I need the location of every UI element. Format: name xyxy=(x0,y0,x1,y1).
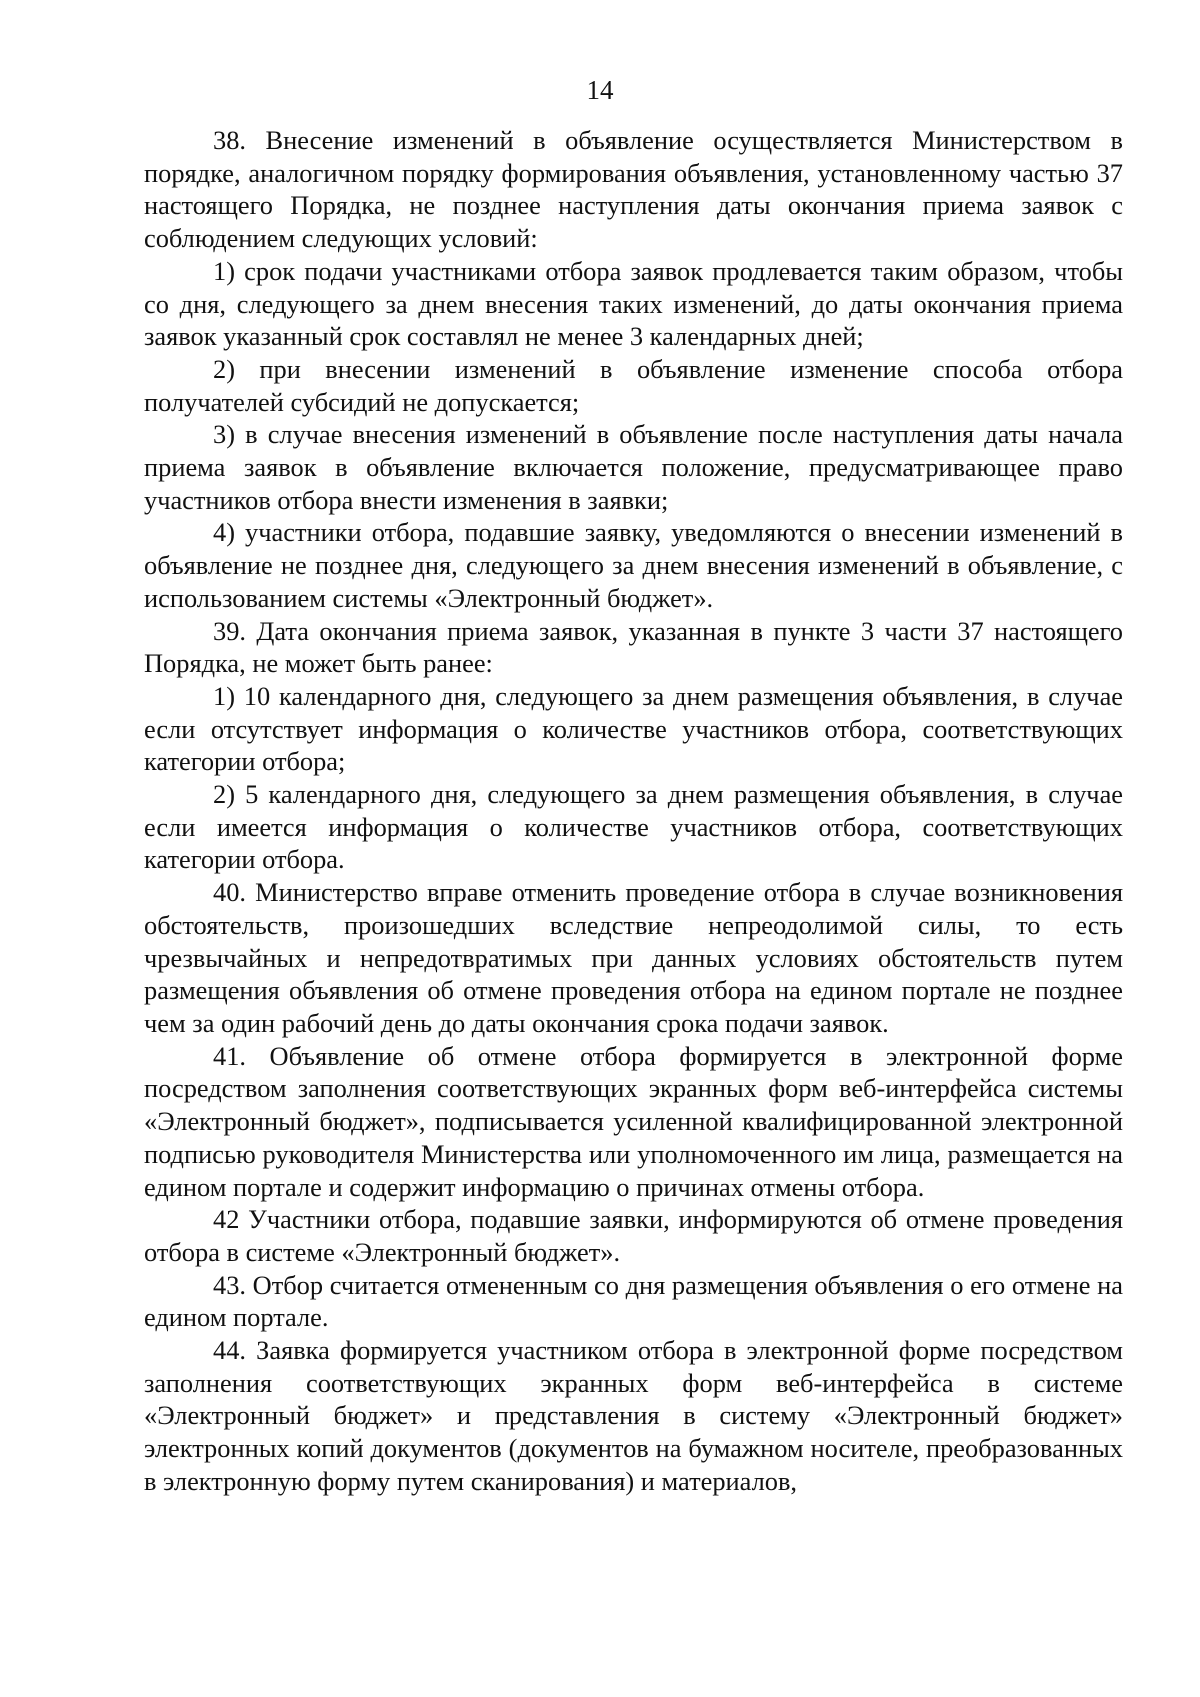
paragraph-39: 39. Дата окончания приема заявок, указанная в пункте 3 части 37 настоящего Порядка, не может быть ранее: xyxy=(144,615,1123,679)
paragraph-38-item-2: 2) при внесении изменений в объявление изменение способа отбора получателей субсидий не допускается; xyxy=(144,353,1123,417)
paragraph-42: 42 Участники отбора, подавшие заявки, информируются об отмене проведения отбора в системе «Электронный бюджет». xyxy=(144,1204,1123,1267)
paragraph-39-item-2: 2) 5 календарного дня, следующего за днем размещения объявления, в случае если имеется информация о количестве участников отбора, соответствующих категории отбора. xyxy=(144,779,1123,875)
paragraph-43: 43. Отбор считается отмененным со дня размещения объявления о его отмене на едином портале. xyxy=(144,1269,1123,1333)
paragraph-41: 41. Объявление об отмене отбора формируется в электронной форме посредством заполнения соответствующих экранных форм веб-интерфейса системы «Электронный бюджет», подписывается усиленной квалифицированной электронной подписью руководителя Министерства или уполномоченного им лица, размещается на едином портале и содержит информацию о причинах отмены отбора. xyxy=(144,1040,1123,1202)
paragraph-38: 38. Внесение изменений в объявление осуществляется Министерством в порядке, аналогичном порядку формирования объявления, установленному частью 37 настоящего Порядка, не позднее наступления даты окончания приема заявок с соблюдением следующих условий: xyxy=(144,125,1123,254)
paragraph-40: 40. Министерство вправе отменить проведение отбора в случае возникновения обстоятельств, произошедших вследствие непреодолимой силы, то есть чрезвычайных и непредотвратимых при данных условиях обстоятельств путем размещения объявления об отмене проведения отбора на едином портале не позднее чем за один рабочий день до даты окончания срока подачи заявок. xyxy=(144,877,1123,1038)
paragraph-38-item-1: 1) срок подачи участниками отбора заявок продлевается таким образом, чтобы со дня, следующего за днем внесения таких изменений, до даты окончания приема заявок указанный срок составлял не менее 3 календарных дней; xyxy=(144,255,1123,352)
paragraph-39-item-1: 1) 10 календарного дня, следующего за днем размещения объявления, в случае если отсутствует информация о количестве участников отбора, соответствующих категории отбора; xyxy=(144,680,1123,777)
paragraph-44: 44. Заявка формируется участником отбора в электронной форме посредством заполнения соответствующих экранных форм веб-интерфейса в системе «Электронный бюджет» и представления в систему «Электронный бюджет» электронных копий документов (документов на бумажном носителе, преобразованных в электронную форму путем сканирования) и материалов, xyxy=(144,1335,1123,1496)
paragraph-38-item-4: 4) участники отбора, подавшие заявку, уведомляются о внесении изменений в объявление не позднее дня, следующего за днем внесения изменений в объявление, с использованием системы «Электронный бюджет». xyxy=(144,517,1123,613)
page-number: 14 xyxy=(586,75,614,105)
paragraph-38-item-3: 3) в случае внесения изменений в объявление после наступления даты начала приема заявок в объявление включается положение, предусматривающее право участников отбора внести изменения в заявки; xyxy=(144,419,1123,515)
document-body xyxy=(144,124,1123,1498)
